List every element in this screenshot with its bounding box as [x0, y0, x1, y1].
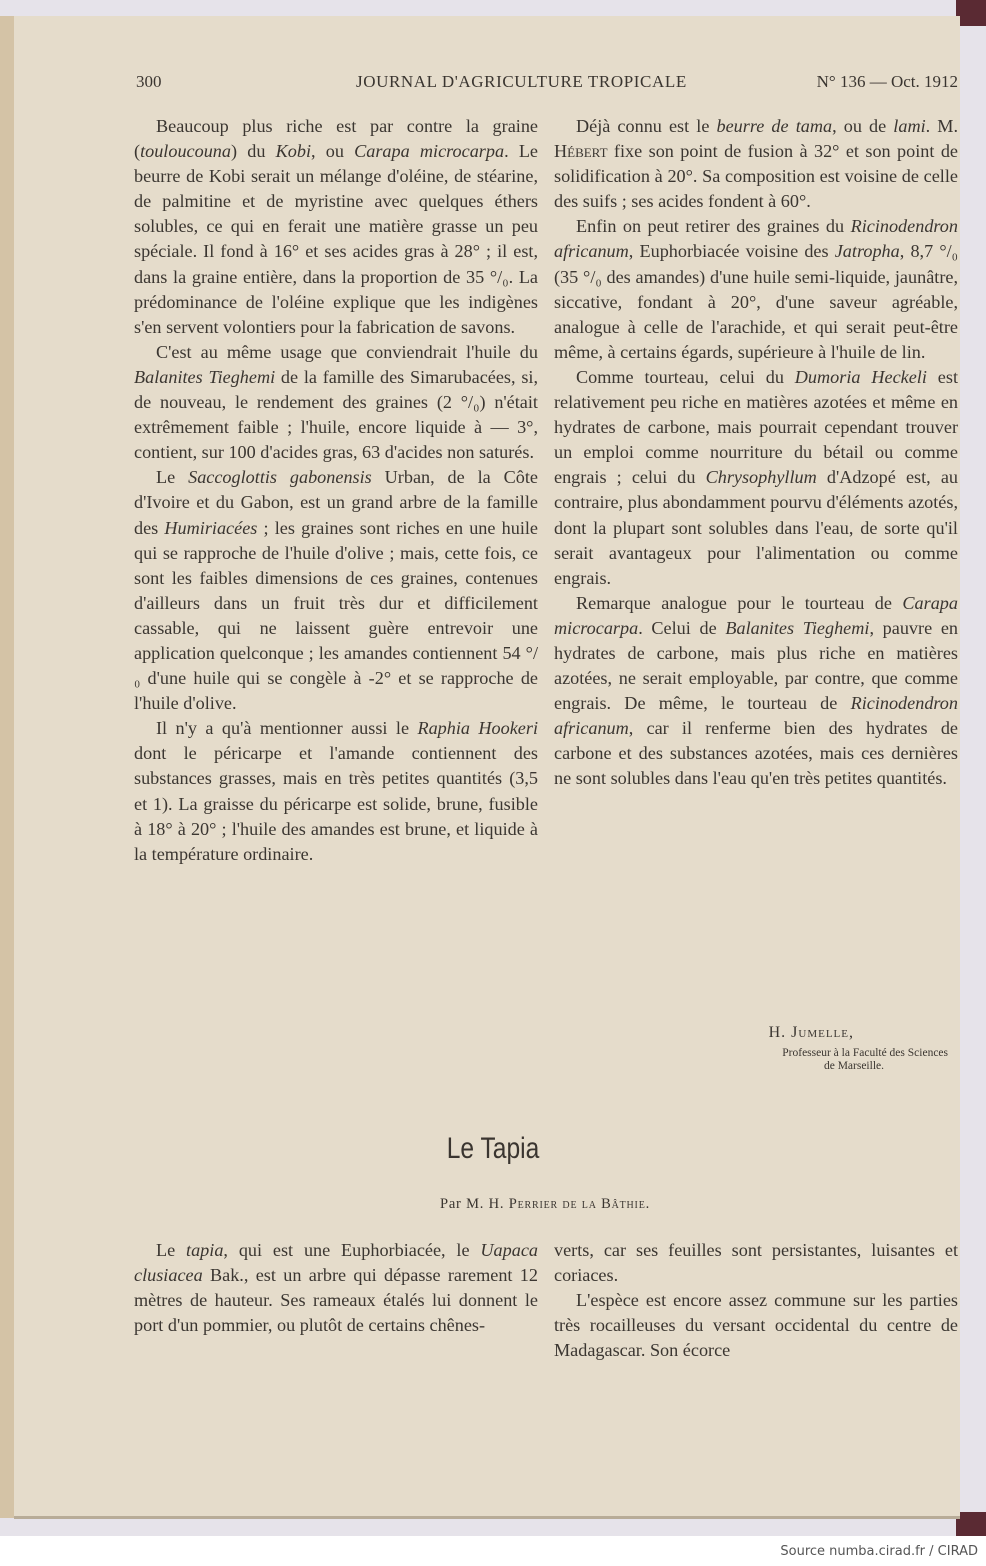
paragraph: Le tapia, qui est une Euphorbiacée, le Uapaca clusiacea Bak., est un arbre qui dépasse rarement 12 mètres de hauteur. Ses rameaux étalés lui donnent le port d'un pommier, ou plutôt de certains chênes- [134, 1240, 538, 1336]
paragraph: C'est au même usage que conviendrait l'huile du Balanites Tieghemi de la famille des Simarubacées, si, de nouveau, le rendement des graines (2 °/₀) n'était extrêmement faible ; l'huile, encore liquide à — 3°, contient, sur 100 d'acides gras, 63 d'acides non saturés. [134, 341, 538, 463]
author-signature [554, 1024, 954, 1073]
paragraph: Il n'y a qu'à mentionner aussi le Raphia Hookeri dont le péricarpe et l'amande contiennent des substances grasses, mais en très petites quantités (3,5 et 1). La graisse du péricarpe est solide, brune, fusible à 18° à 20° ; l'huile des amandes est brune, et liquide à la température ordinaire. [134, 718, 539, 864]
book-cover-corner-bottom [956, 1512, 986, 1536]
author-affiliation: Professeur à la Faculté des Sciences [782, 1047, 948, 1059]
paragraph: Enfin on peut retirer des graines du Ricinodendron africanum, Euphorbiacée voisine des Jatropha, 8,7 °/₀ (35 °/₀ des amandes) d'une huile semi-liquide, jaunâtre, siccative, fondant à 20°, d'une saveur agréable, analogue à celle de l'arachide, et qui serait peut-être même, à certains égards, supérieure à l'huile de lin. [554, 216, 959, 362]
paragraph: Le Saccoglottis gabonensis Urban, de la Côte d'Ivoire et du Gabon, est un grand arbre de la famille des Humiriacées ; les graines sont riches en une huile qui se rapproche de l'huile d'olive ; mais, cette fois, ce sont les faibles dimensions de ces graines, contenues d'ailleurs dans un fruit très dur et difficilement cassable, qui ne laissent guère entrevoir une application quelconque ; les amandes contiennent 54 °/₀ d'une huile qui se congèle à -2° et se rapproche de l'huile d'olive. [134, 467, 539, 714]
paragraph-continuation: verts, car ses feuilles sont persistantes, luisantes et coriaces. [554, 1240, 958, 1286]
page-number: 300 [136, 72, 162, 91]
paragraph: Beaucoup plus riche est par contre la graine (touloucouna) du Kobi, ou Carapa microcarpa. Le beurre de Kobi serait un mélange d'oléine, de stéarine, de palmitine et de myristine avec quelques éthers solubles, ce qui en ferait une matière grasse un peu spéciale. Il fond à 16° et ses acides gras à 28° ; il est, dans la graine entière, dans la proportion de 35 °/₀. La prédominance de l'oléine explique que les indigènes s'en servent volontiers pour la fabrication de savons. [134, 116, 538, 337]
article-title: Le Tapia [446, 1132, 540, 1165]
article-byline: Par M. H. Perrier de la Bâthie. [439, 1196, 651, 1212]
source-credit: Source numba.cirad.fr / CIRAD [780, 1544, 978, 1559]
running-header [136, 72, 958, 96]
article-right-column [554, 1238, 958, 1363]
paragraph: Remarque analogue pour le tourteau de Carapa microcarpa. Celui de Balanites Tieghemi, pauvre en hydrates de carbone, mais plus riche en matières azotées, ne serait employable, par contre, que comme engrais. De même, le tourteau de Ricinodendron africanum, car il renferme bien des hydrates de carbone et des substances azotées, mais ces dernières ne sont solubles dans l'eau qu'en très petites quantités. [554, 592, 958, 789]
book-cover-corner [956, 0, 986, 26]
paragraph: L'espèce est encore assez commune sur les parties très rocailleuses du versant occidental du centre de Madagascar. Son écorce [554, 1290, 958, 1361]
author-name: H. Jumelle, [768, 1024, 854, 1041]
article-left-column [134, 1238, 538, 1338]
paragraph: Déjà connu est le beurre de tama, ou de lami. M. Hébert fixe son point de fusion à 32° et son point de solidification à 20°. Sa composition est voisine de celle des suifs ; ses acides fondent à 60°. [554, 116, 959, 212]
page-stack-edge [0, 16, 14, 1518]
issue-info: N° 136 — Oct. 1912 [816, 72, 958, 91]
right-column [554, 114, 958, 792]
journal-title: JOURNAL D'AGRICULTURE TROPICALE [356, 72, 687, 91]
author-affiliation-city: de Marseille. [823, 1060, 885, 1072]
left-column [134, 114, 538, 867]
paragraph: Comme tourteau, celui du Dumoria Heckeli est relativement peu riche en matières azotées et même en hydrates de carbone, mais pourrait cependant trouver un emploi comme nourriture du bétail ou comme engrais ; celui du Chrysophyllum d'Adzopé est, au contraire, plus abondamment pourvu d'éléments azotés, dont la plupart sont solubles dans l'eau, de sorte qu'il serait avantageux pour l'alimentation ou comme engrais. [554, 366, 958, 588]
